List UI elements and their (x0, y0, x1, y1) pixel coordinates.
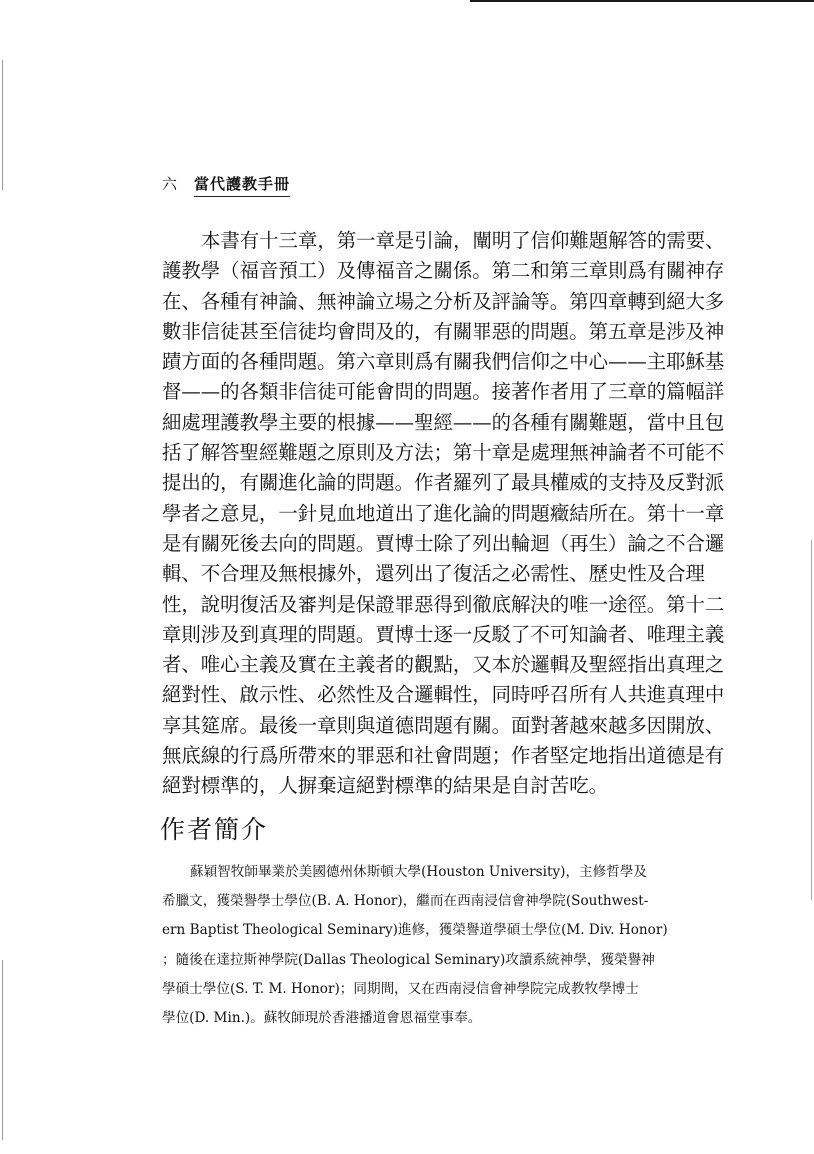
paragraph-line: 括了解答聖經難題之原則及方法；第十章是處理無神論者不可能不 (162, 441, 725, 465)
paragraph-line: 護教學（福音預工）及傳福音之關係。第二和第三章則爲有關神存 (162, 259, 725, 283)
scan-top-border (470, 0, 814, 2)
bio-line: ；隨後在達拉斯神學院(Dallas Theological Seminary)攻讀系統神學，獲榮譽神 (162, 951, 655, 968)
bio-line: 學位(D. Min.)。蘇牧師現於香港播道會恩福堂事奉。 (162, 1009, 482, 1026)
paragraph-line: 享其筵席。最後一章則與道德問題有關。面對著越來越多因開放、 (162, 713, 725, 737)
paragraph-line: 本書有十三章，第一章是引論，闡明了信仰難題解答的需要、 (201, 229, 725, 252)
paragraph-line: 蹟方面的各種問題。第六章則爲有關我們信仰之中心——主耶穌基 (162, 350, 725, 374)
bio-line: 學碩士學位(S. T. M. Honor)；同期間，又在西南浸信會神學院完成教牧學博士 (162, 980, 639, 997)
paragraph-line: 輯、不合理及無根據外，還列出了復活之必需性、歷史性及合理 (162, 562, 705, 586)
paragraph-line: 性，說明復活及審判是保證罪惡得到徹底解決的唯一途徑。第十二 (162, 592, 725, 616)
paragraph-line: 督——的各類非信徒可能會問的問題。接著作者用了三章的篇幅詳 (162, 380, 725, 404)
bio-line: 蘇穎智牧師畢業於美國德州休斯頓大學(Houston University)，主修哲學及 (190, 864, 648, 880)
scan-left-edge-mark (2, 60, 3, 190)
running-head (162, 173, 290, 197)
paragraph-line: 絕對標準的，人摒棄這絕對標準的結果是自討苦吃。 (162, 774, 608, 798)
paragraph-line: 是有關死後去向的問題。賈博士除了列出輪迴（再生）論之不合邏 (162, 531, 725, 555)
page-number: 六 (162, 175, 179, 193)
paragraph-line: 學者之意見，一針見血地道出了進化論的問題癥結所在。第十一章 (162, 501, 725, 525)
paragraph-line: 在、各種有神論、無神論立場之分析及評論等。第四章轉到絕大多 (162, 289, 725, 313)
paragraph-line: 者、唯心主義及實在主義者的觀點，又本於邏輯及聖經指出真理之 (162, 653, 725, 677)
paragraph-line: 無底線的行爲所帶來的罪惡和社會問題；作者堅定地指出道德是有 (162, 744, 725, 768)
author-bio-paragraph (162, 858, 710, 1033)
author-section-heading: 作者簡介 (160, 815, 269, 844)
paragraph-line: 細處理護教學主要的根據——聖經——的各種有關難題，當中且包 (162, 410, 725, 434)
bio-line: 希臘文，獲榮譽學士學位(B. A. Honor)，繼而在西南浸信會神學院(Southwest- (162, 893, 649, 910)
scan-left-edge-mark (2, 960, 3, 1140)
bio-line: ern Baptist Theological Seminary)進修，獲榮譽道學碩士學位(M. Div. Honor) (162, 922, 668, 939)
paragraph-line: 提出的，有關進化論的問題。作者羅列了最具權威的支持及反對派 (162, 471, 725, 495)
paragraph-line: 數非信徒甚至信徒均會問及的，有關罪惡的問題。第五章是涉及神 (162, 319, 725, 343)
paragraph-line: 絕對性、啟示性、必然性及合邏輯性，同時呼召所有人共進真理中 (162, 683, 725, 707)
intro-paragraph (162, 226, 725, 802)
scan-right-edge-mark (811, 540, 812, 900)
paragraph-line: 章則涉及到真理的問題。賈博士逐一反駁了不可知論者、唯理主義 (162, 622, 725, 646)
book-title: 當代護教手冊 (194, 173, 290, 197)
